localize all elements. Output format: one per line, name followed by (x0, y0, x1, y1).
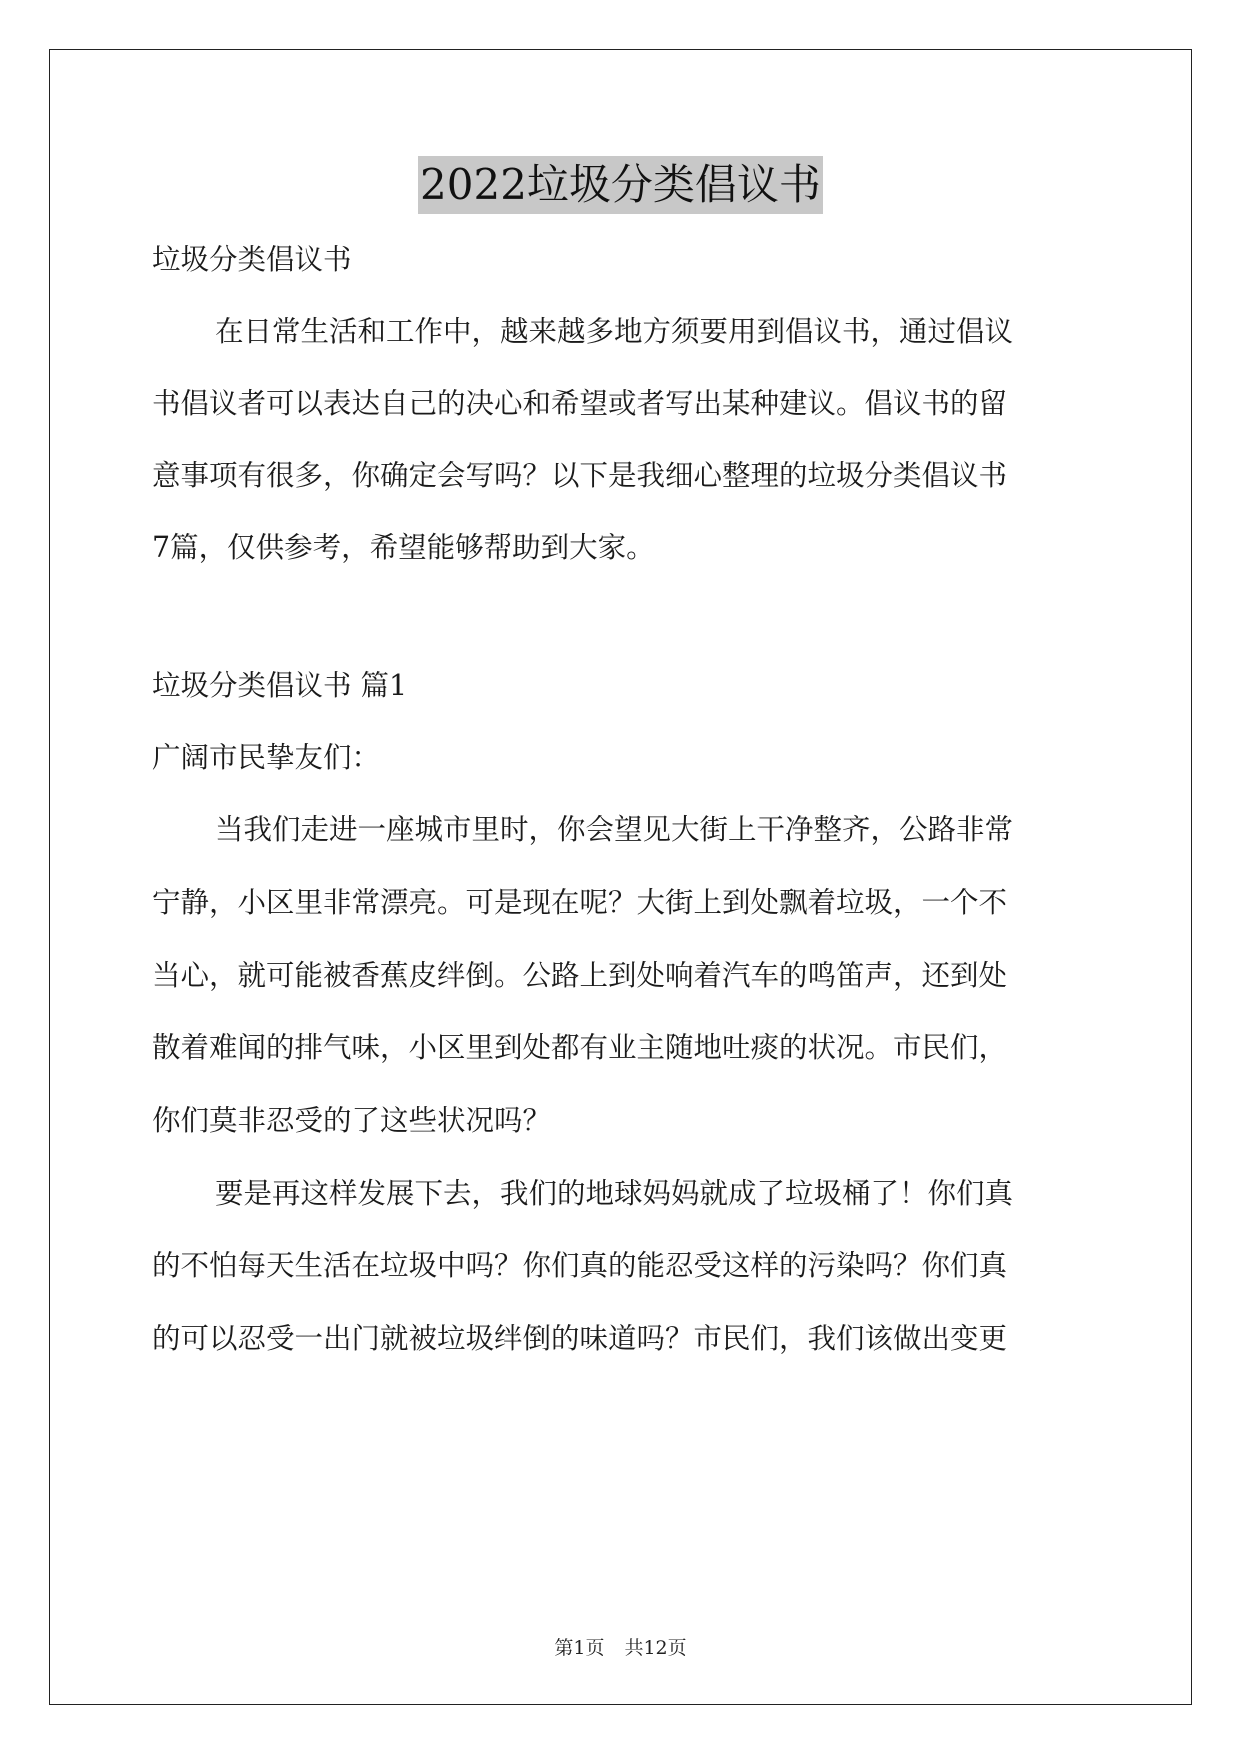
subtitle-line: 垃圾分类倡议书 (152, 243, 352, 276)
title-container (0, 156, 1241, 214)
paragraph-line: 的可以忍受一出门就被垃圾绊倒的味道吗？市民们，我们该做出变更 (152, 1322, 1008, 1355)
paragraph-line: 散着难闻的排气味，小区里到处都有业主随地吐痰的状况。市民们， (152, 1031, 1008, 1064)
paragraph-line: 7篇，仅供参考，希望能够帮助到大家。 (152, 531, 655, 564)
page-border (49, 49, 1192, 1705)
salutation-line: 广阔市民挚友们： (152, 741, 381, 774)
paragraph-line: 当心，就可能被香蕉皮绊倒。公路上到处响着汽车的鸣笛声，还到处 (152, 959, 1008, 992)
paragraph-line: 意事项有很多，你确定会写吗？以下是我细心整理的垃圾分类倡议书 (152, 459, 1008, 492)
page-total: 共12页 (624, 1637, 687, 1659)
page-number: 第1页 (554, 1637, 605, 1659)
paragraph-line: 在日常生活和工作中，越来越多地方须要用到倡议书，通过倡议 (215, 315, 1014, 348)
paragraph-line: 的不怕每天生活在垃圾中吗？你们真的能忍受这样的污染吗？你们真 (152, 1249, 1008, 1282)
page-footer (0, 1633, 1241, 1660)
section-heading: 垃圾分类倡议书 篇1 (152, 669, 408, 702)
paragraph-line: 要是再这样发展下去，我们的地球妈妈就成了垃圾桶了！你们真 (215, 1177, 1014, 1210)
paragraph-line: 你们莫非忍受的了这些状况吗？ (152, 1104, 552, 1137)
document-title: 2022垃圾分类倡议书 (418, 156, 823, 214)
paragraph-line: 宁静，小区里非常漂亮。可是现在呢？大街上到处飘着垃圾，一个不 (152, 886, 1008, 919)
paragraph-line: 书倡议者可以表达自己的决心和希望或者写出某种建议。倡议书的留 (152, 387, 1008, 420)
paragraph-line: 当我们走进一座城市里时，你会望见大街上干净整齐，公路非常 (215, 813, 1014, 846)
